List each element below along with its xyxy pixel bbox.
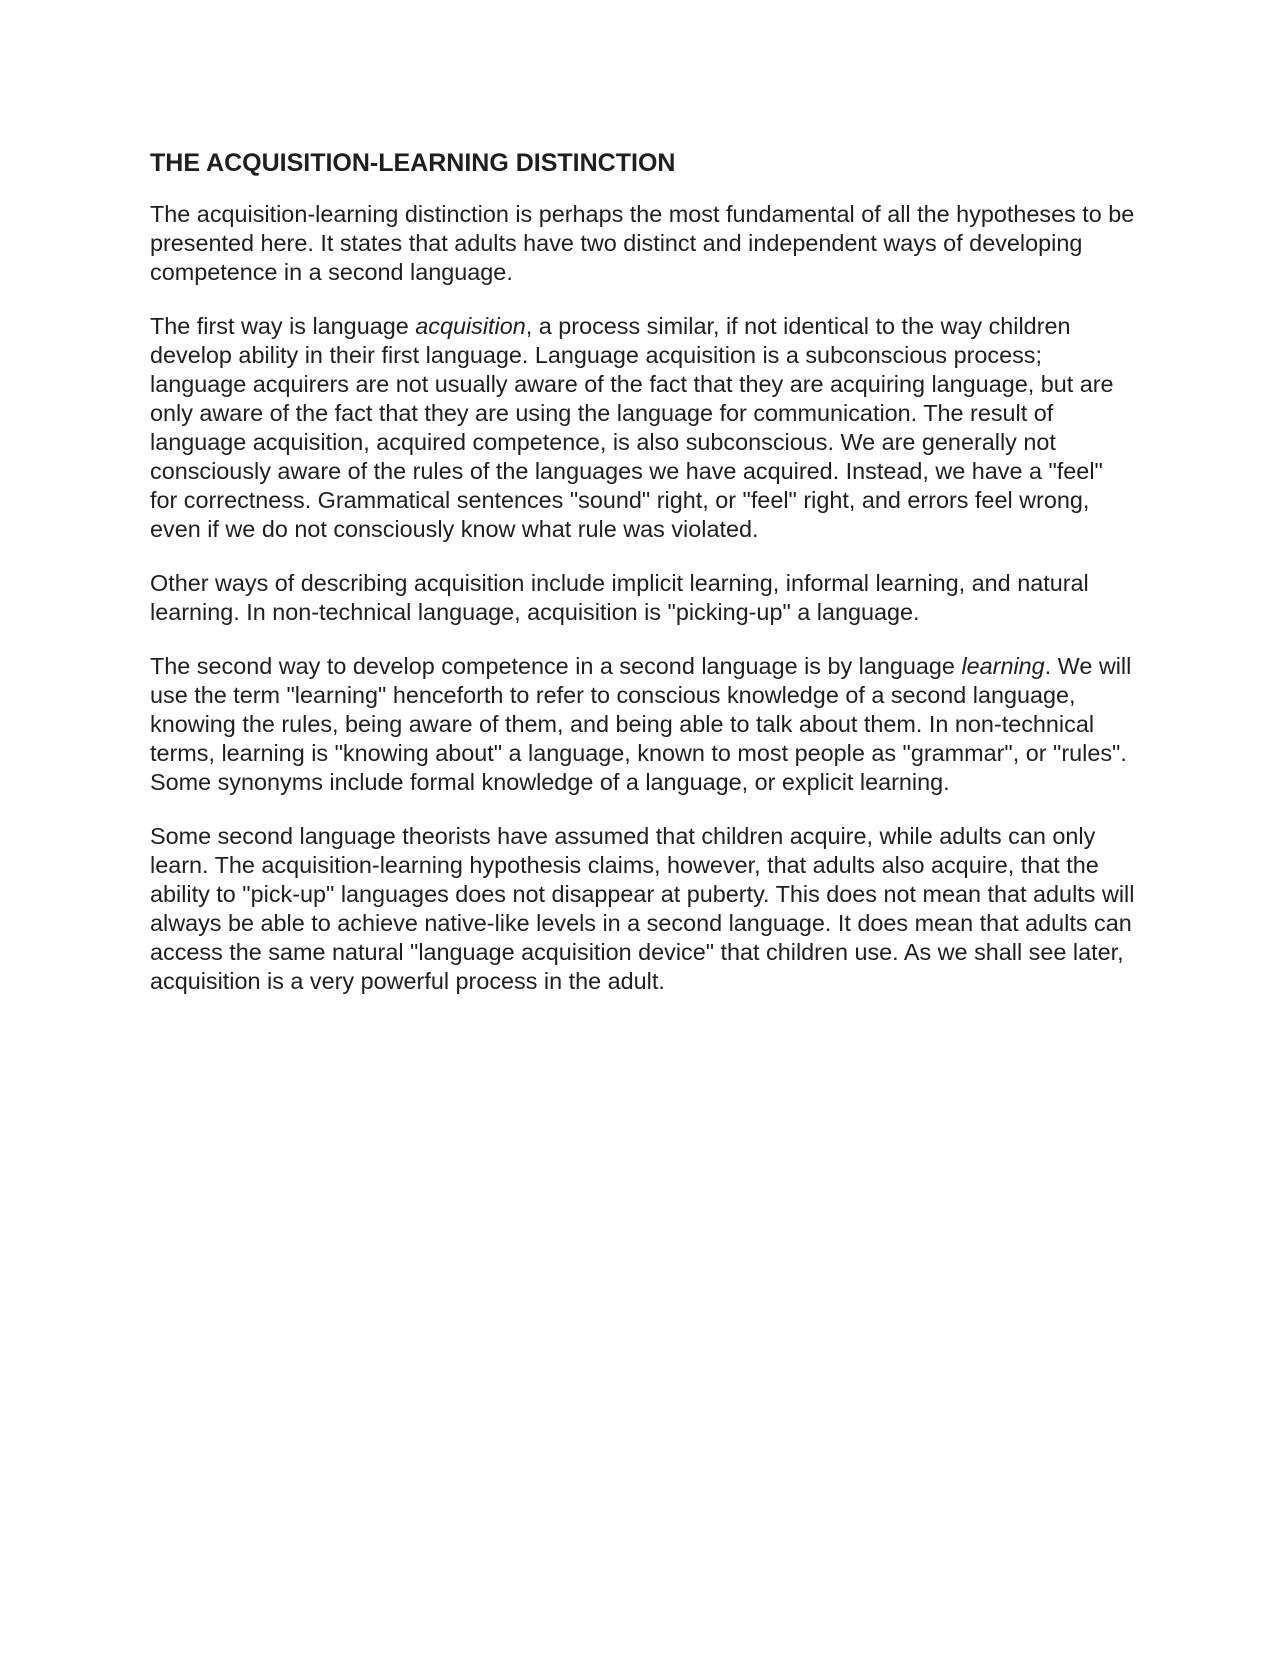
paragraph-acquisition-lead: The first way is language <box>150 313 416 339</box>
paragraph-intro: The acquisition-learning distinction is perhaps the most fundamental of all the hypotheses to be presented here. It states that adults have two distinct and independent ways of developing competence in a second language. <box>150 201 1135 285</box>
paragraph-learning-rest: . We will use the term "learning" henceforth to refer to conscious knowledge of a second language, knowing the rules, being aware of them, and being able to talk about them. In non-technical terms, learning is "knowing about" a language, known to most people as "grammar", or "rules". Some synonyms include formal knowledge of a language, or explicit learning. <box>150 653 1132 795</box>
paragraph-acquisition <box>150 312 1135 544</box>
paragraph-learning-lead: The second way to develop competence in a second language is by language <box>150 653 962 679</box>
document-title: THE ACQUISITION-LEARNING DISTINCTION <box>150 149 676 177</box>
paragraph-adults: Some second language theorists have assumed that children acquire, while adults can only learn. The acquisition-learning hypothesis claims, however, that adults also acquire, that the ability to "pick-up" languages does not disappear at puberty. This does not mean that adults will always be able to achieve native-like levels in a second language. It does mean that adults can access the same natural "language acquisition device" that children use. As we shall see later, acquisition is a very powerful process in the adult. <box>150 823 1135 994</box>
paragraph-other-ways: Other ways of describing acquisition include implicit learning, informal learning, and natural learning. In non-technical language, acquisition is "picking-up" a language. <box>150 570 1089 625</box>
emphasis-learning: learning <box>961 653 1045 679</box>
paragraph-learning <box>150 652 1135 797</box>
paragraph-acquisition-rest: , a process similar, if not identical to the way children develop ability in their first language. Language acquisition is a subconscious process; language acquirers are not usually aware of the fact that they are acquiring language, but are only aware of the fact that they are using the language for communication. The result of language acquisition, acquired competence, is also subconscious. We are generally not consciously aware of the rules of the languages we have acquired. Instead, we have a "feel" for correctness. Grammatical sentences "sound" right, or "feel" right, and errors feel wrong, even if we do not consciously know what rule was violated. <box>150 313 1114 542</box>
document-body <box>150 148 1135 1021</box>
emphasis-acquisition: acquisition <box>415 313 526 339</box>
